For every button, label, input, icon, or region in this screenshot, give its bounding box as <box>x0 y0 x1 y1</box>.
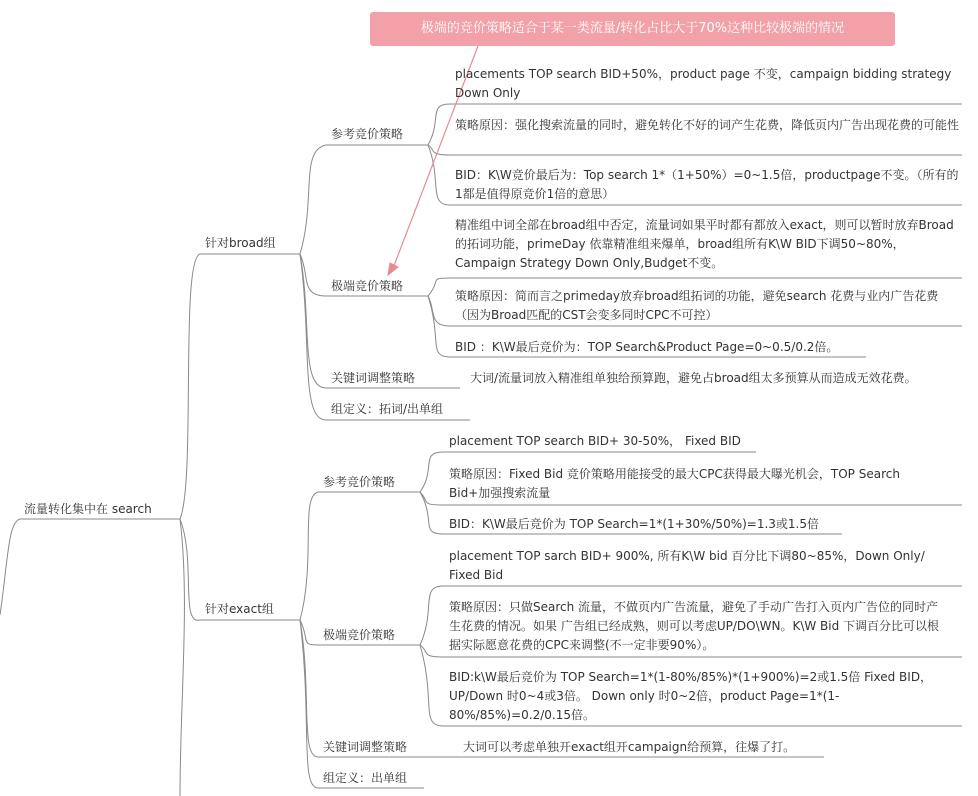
broad-kw-node: 关键词调整策略 <box>331 371 416 385</box>
broad-def-node: 组定义：拓词/出单组 <box>331 402 444 416</box>
broad-group-node: 针对broad组 <box>205 236 276 250</box>
exact-ref-item-3: BID：K\W最后竞价为 TOP Search=1*(1+30%/50%)=1.3或1.5倍 <box>449 517 820 531</box>
broad-to-ref <box>300 145 428 254</box>
broad-ref-item-1: placements TOP search BID+50%，product page 不变，campaign bidding strategy Down Only <box>455 67 952 100</box>
root-node: 流量转化集中在 search <box>24 502 152 516</box>
exact-ref-node: 参考竞价策略 <box>323 475 396 489</box>
exact-ext-item-1: placement TOP sarch BID+ 900%, 所有K\W bid 百分比下调80~85%，Down Only/ Fixed Bid <box>449 549 925 582</box>
exact-kw-text: 大词可以考虑单独开exact组开campaign给预算，往爆了打。 <box>463 740 796 754</box>
exact-def-node: 组定义：出单组 <box>323 771 408 785</box>
exact-ext-item-3: BID:k\W最后竞价为 TOP Search=1*(1-80%/85%)*(1+900%)=2或1.5倍 Fixed BID，UP/Down 时0~4或3倍。 Down only 时0~2倍，product Page=1*(1-80%/85%)=0.2/0.15倍。 <box>449 670 933 722</box>
callout-arrowhead <box>388 263 398 275</box>
exact-ext-node: 极端竞价策略 <box>323 628 396 642</box>
root-to-broad <box>180 254 300 519</box>
callout-note: 极端的竞价策略适合于某一类流量/转化占比大于70%这种比较极端的情况 <box>370 12 895 46</box>
broad-ref-item-3: BID：K\W竞价最后为：Top search 1*（1+50%）=0~1.5倍，productpage不变。（所有的1都是值得原竞价1倍的意思） <box>455 168 959 201</box>
exact-ref-item-2: 策略原因：Fixed Bid 竞价策略用能接受的最大CPC获得最大曝光机会，TOP Search Bid+加强搜索流量 <box>449 467 900 500</box>
exact-group-node: 针对exact组 <box>205 602 274 616</box>
exact-to-ref <box>300 492 420 620</box>
exact-ext-item-2: 策略原因：只做Search 流量，不做页内广告流量，避免了手动广告打入页内广告位的同时产生花费的情况。如果 广告组已经成熟，则可以考虑UP/DO\WN。K\W Bid 下调百分比可以根据实际愿意花费的CPC来调整(不一定非要90%）。 <box>449 600 940 652</box>
broad-ext-node: 极端竞价策略 <box>331 279 404 293</box>
broad-ext-item-1: 精准组中词全部在broad组中否定，流量词如果平时都有都放入exact，则可以暂时放弃Broad的拓词功能，primeDay 依靠精准组来爆单，broad组所有K\W BID下调50~80%，Campaign Strategy Down Only,Budget不变。 <box>455 218 954 270</box>
exact-kw-node: 关键词调整策略 <box>323 740 408 754</box>
root-continue <box>180 519 184 796</box>
broad-ext-item-3: BID ：K\W最后竞价为：TOP Search&Product Page=0~0.5/0.2倍。 <box>455 340 839 354</box>
broad-ref-item-2: 策略原因：强化搜索流量的同时，避免转化不好的词产生花费，降低页内广告出现花费的可能性 <box>455 118 960 132</box>
exact-ref-item-1: placement TOP search BID+ 30-50%， Fixed BID <box>449 434 741 448</box>
broad-ref-node: 参考竞价策略 <box>331 127 404 141</box>
root-connector <box>0 519 180 615</box>
broad-kw-text: 大词/流量词放入精准组单独给预算跑，避免占broad组太多预算从而造成无效花费。 <box>470 371 917 385</box>
broad-ref-item2 <box>428 145 962 155</box>
broad-ext-item-2: 策略原因：简而言之primeday放弃broad组拓词的功能，避免search 花费与业内广告花费（因为Broad匹配的CST会变多同时CPC不可控） <box>455 289 939 322</box>
